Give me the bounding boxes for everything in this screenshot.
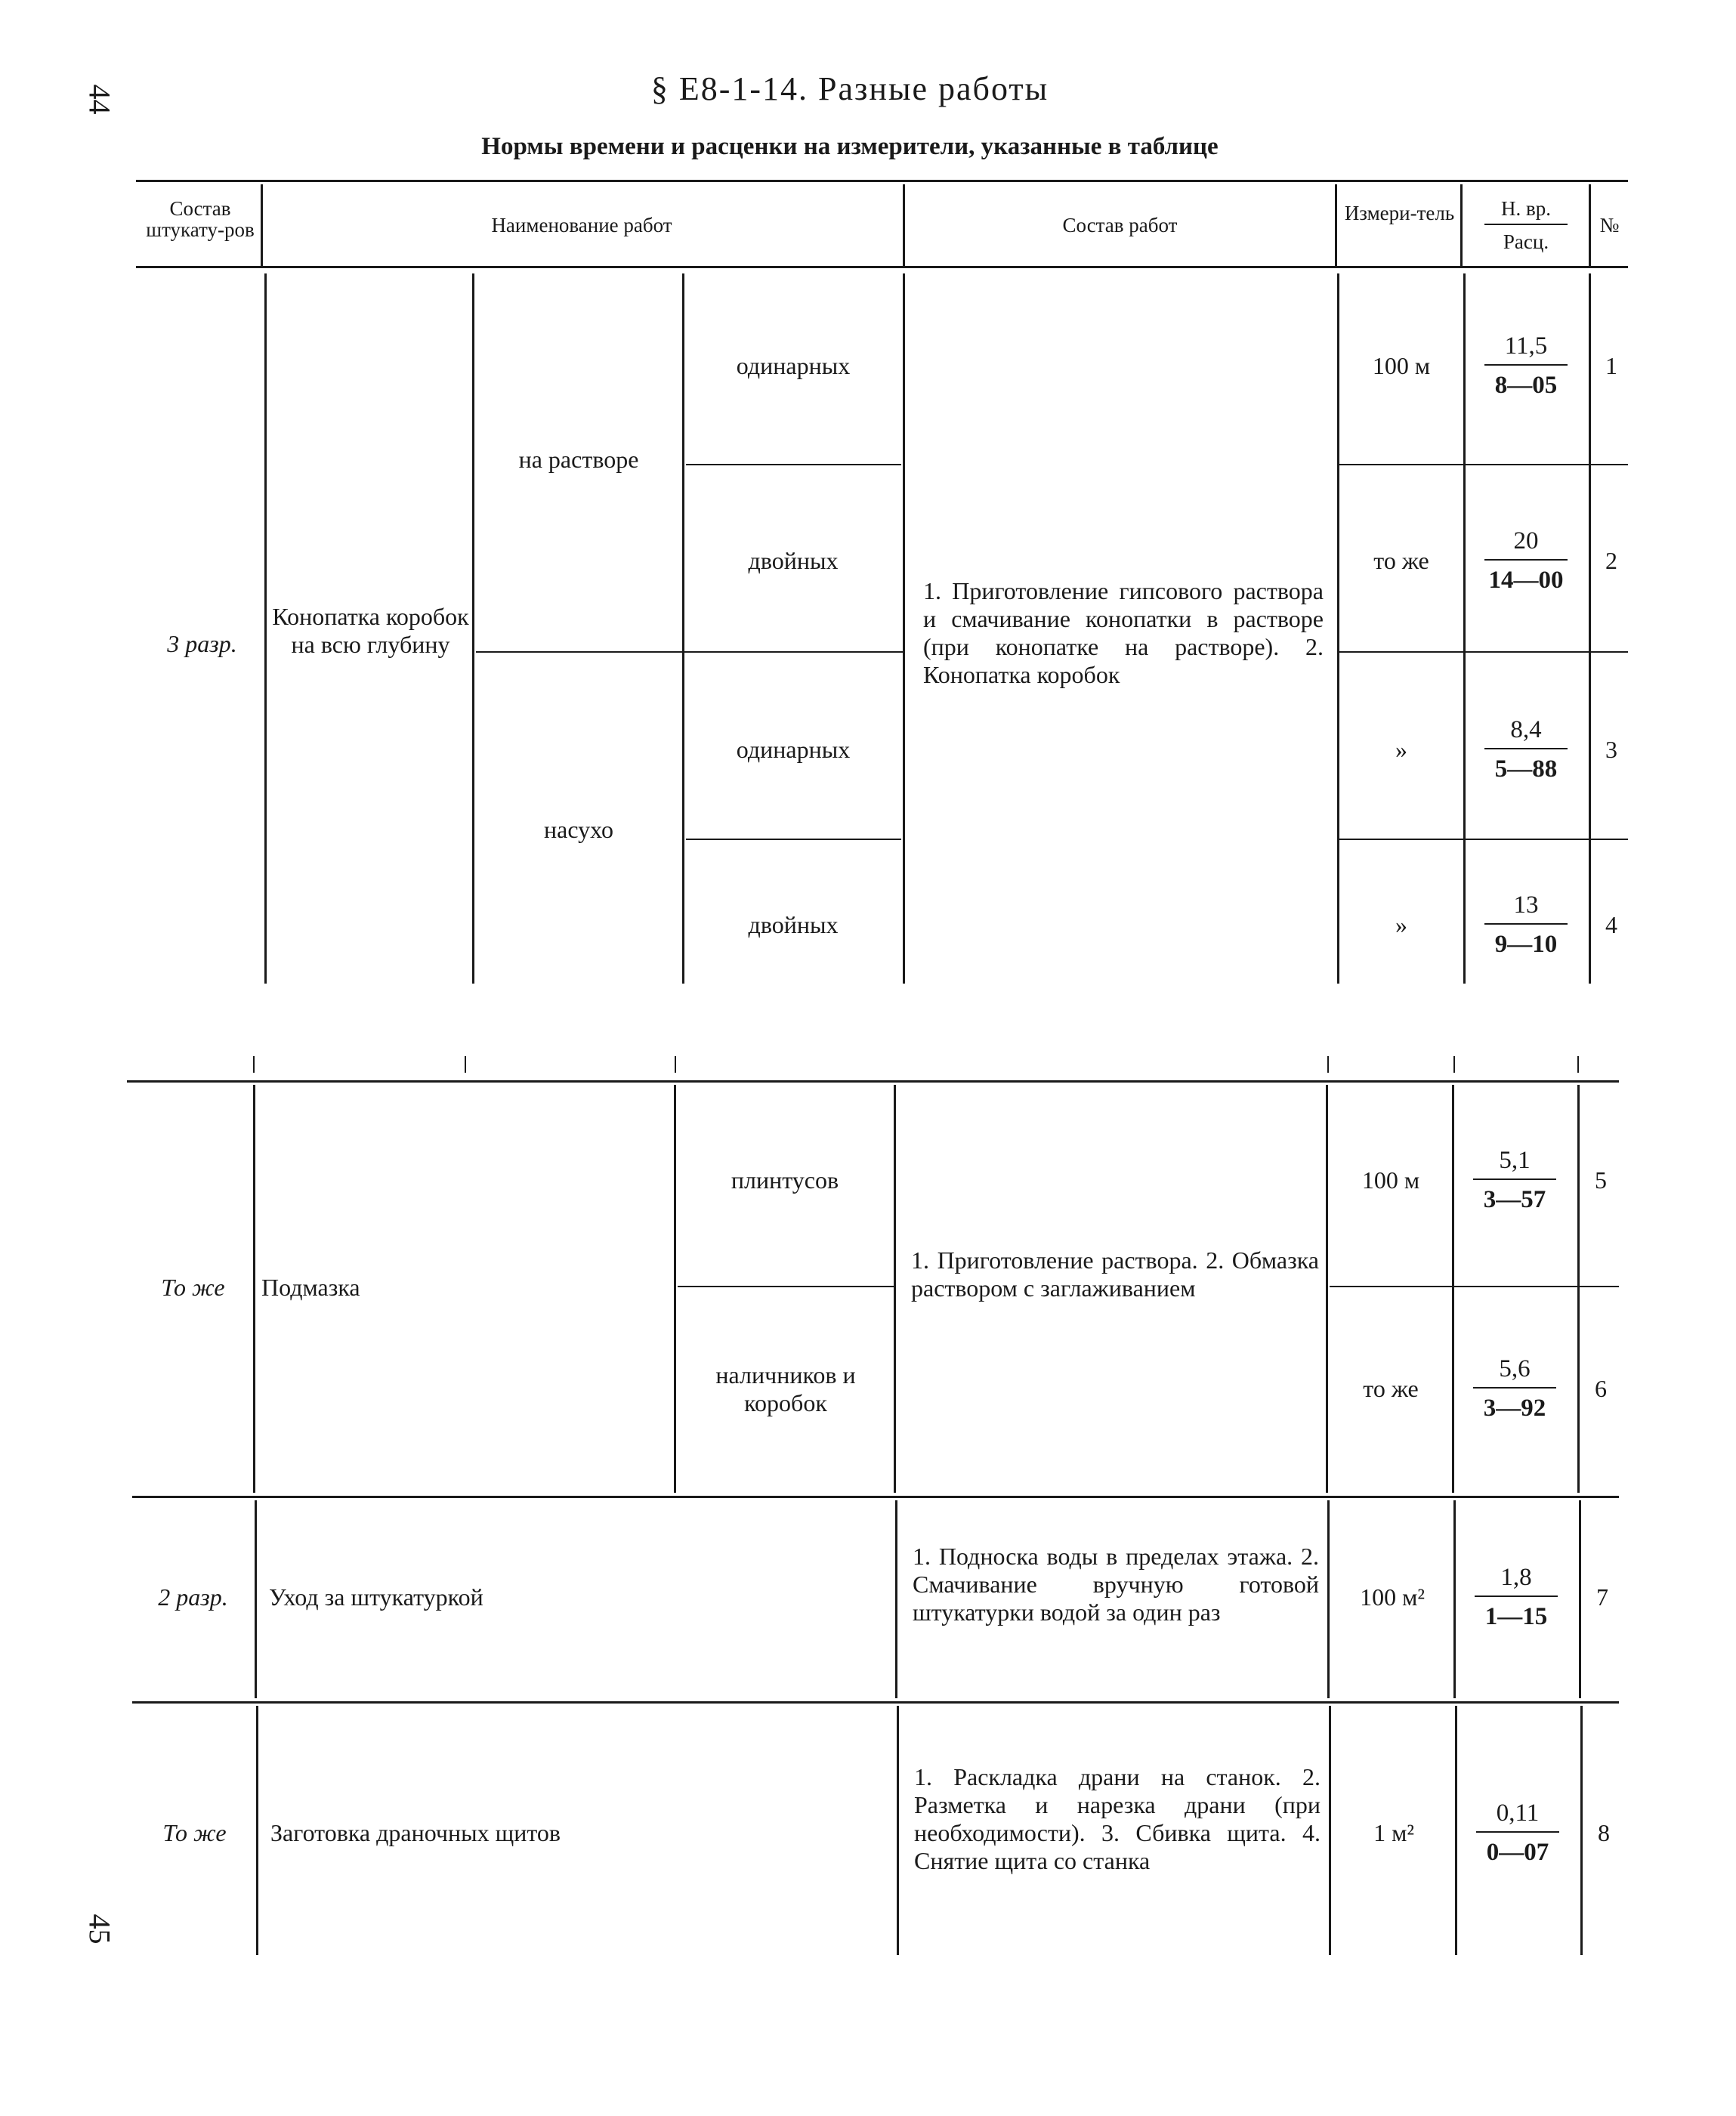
- unit-row-5: 100 м: [1361, 1166, 1420, 1194]
- norm-time-row-5: 5,1: [1499, 1147, 1531, 1174]
- price-row-8: 0—07: [1486, 1839, 1549, 1866]
- work-content-plastering: 1. Приготовление раствора. 2. Обмазка раствором с заглаживанием: [911, 1246, 1319, 1302]
- work-name-lath-panels: Заготовка драночных щитов: [270, 1819, 561, 1846]
- row-number-8: 8: [1598, 1819, 1610, 1846]
- price-row-2: 14—00: [1488, 567, 1564, 594]
- row-number-1: 1: [1605, 352, 1617, 379]
- price-row-5: 3—57: [1483, 1186, 1546, 1213]
- header-work-name: Наименование работ: [491, 214, 672, 236]
- work-content-plaster-care: 1. Подноска воды в пределах этажа. 2. Смачивание вручную готовой штукатурки водой за один раз: [913, 1543, 1319, 1626]
- norm-fraction-row-1: [1469, 328, 1583, 402]
- table-subtitle: Нормы времени и расценки на измерители, указанные в таблице: [481, 133, 1219, 160]
- norm-fraction-row-8: [1461, 1795, 1574, 1869]
- norm-time-row-7: 1,8: [1500, 1564, 1532, 1591]
- row-number-6: 6: [1595, 1375, 1607, 1402]
- row-number-5: 5: [1595, 1166, 1607, 1194]
- row-number-3: 3: [1605, 736, 1617, 763]
- price-row-7: 1—15: [1484, 1603, 1548, 1630]
- norm-fraction-row-3: [1469, 712, 1583, 786]
- section-title: § Е8-1-14. Разные работы: [650, 70, 1049, 107]
- norm-fraction-row-2: [1469, 523, 1583, 597]
- norm-fraction-row-7: [1460, 1559, 1573, 1633]
- header-number: №: [1599, 214, 1620, 236]
- unit-row-4: »: [1395, 911, 1407, 938]
- price-row-6: 3—92: [1483, 1395, 1546, 1422]
- price-row-3: 5—88: [1494, 755, 1558, 783]
- header-unit: Измери-тель: [1344, 202, 1455, 224]
- type-double-2: двойных: [748, 911, 839, 938]
- header-norm: Н. вр.: [1501, 197, 1551, 220]
- type-double-1: двойных: [748, 547, 839, 574]
- work-name-plastering: Подмазка: [261, 1274, 360, 1301]
- crew-grade-3: 3 разр.: [167, 630, 237, 657]
- unit-row-7: 100 м²: [1360, 1583, 1425, 1611]
- type-single-1: одинарных: [736, 352, 851, 379]
- work-name-plaster-care: Уход за штукатуркой: [269, 1583, 483, 1611]
- unit-row-3: »: [1395, 736, 1407, 763]
- header-price: Расц.: [1503, 230, 1549, 253]
- norm-time-row-4: 13: [1513, 891, 1539, 919]
- norm-fraction-row-4: [1469, 887, 1583, 961]
- price-row-1: 8—05: [1494, 372, 1558, 399]
- norm-time-row-3: 8,4: [1510, 716, 1542, 743]
- norm-fraction-row-5: [1458, 1142, 1571, 1216]
- method-dry: насухо: [544, 816, 613, 843]
- row-number-4: 4: [1605, 911, 1617, 938]
- work-content-lath-panels: 1. Раскладка драни на станок. 2. Разметка и нарезка драни (при необходимости). 3. Сбивка щита. 4. Снятие щита со станка: [914, 1763, 1321, 1874]
- crew-same-1: То же: [161, 1274, 225, 1301]
- norm-fraction-row-6: [1458, 1351, 1571, 1425]
- unit-row-8: 1 м²: [1373, 1819, 1414, 1846]
- unit-row-6: то же: [1363, 1375, 1419, 1402]
- work-name-caulking: Конопатка коробок на всю глубину: [272, 603, 469, 658]
- unit-row-1: 100 м: [1372, 352, 1431, 379]
- norm-time-row-2: 20: [1513, 527, 1539, 554]
- type-baseboards: плинтусов: [731, 1166, 839, 1194]
- price-row-4: 9—10: [1494, 931, 1558, 958]
- crew-grade-2: 2 разр.: [158, 1583, 228, 1611]
- type-casings-frames: наличников и коробок: [715, 1361, 856, 1416]
- norm-time-row-1: 11,5: [1504, 332, 1548, 360]
- header-crew: Состав штукату-ров: [146, 197, 255, 241]
- page-number-top: 44: [82, 84, 117, 115]
- row-number-7: 7: [1596, 1583, 1608, 1611]
- work-content-caulking: 1. Приготовление гипсового раствора и смачивание конопатки в растворе (при конопатке на растворе). 2. Конопатка коробок: [923, 577, 1324, 688]
- norm-time-row-8: 0,11: [1496, 1799, 1540, 1827]
- row-number-2: 2: [1605, 547, 1617, 574]
- page-number-bottom: 45: [82, 1914, 117, 1945]
- norm-time-row-6: 5,6: [1499, 1355, 1531, 1382]
- method-on-mortar: на растворе: [518, 446, 639, 473]
- type-single-2: одинарных: [736, 736, 851, 763]
- header-work-content: Состав работ: [1062, 214, 1178, 236]
- unit-row-2: то же: [1373, 547, 1429, 574]
- crew-same-2: То же: [162, 1819, 227, 1846]
